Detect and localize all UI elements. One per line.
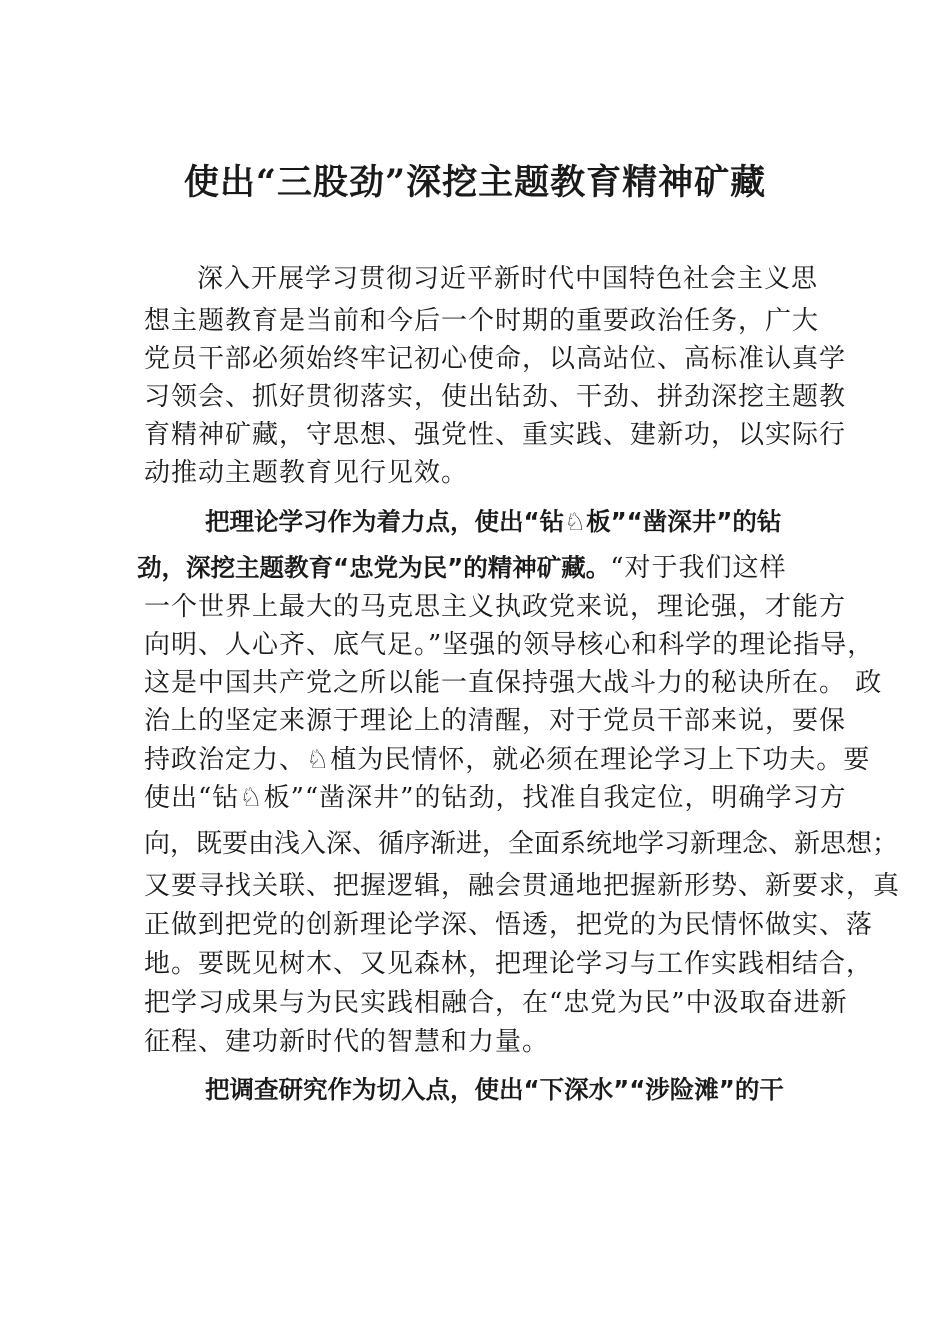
section-1-line: 持政治定力、♘植为民情怀，就必须在理论学习上下功夫。要 xyxy=(144,745,871,775)
section-1-body-start: “对于我们这样 xyxy=(610,553,787,583)
paragraph-1-line: 党员干部必须始终牢记初心使命，以高站位、高标准认真学 xyxy=(144,344,847,374)
paragraph-1-line: 育精神矿藏，守思想、强党性、重实践、建新功，以实际行 xyxy=(144,420,847,450)
section-1-heading-end: 劲，深挖主题教育“忠党为民”的精神矿藏。 xyxy=(137,553,611,582)
section-1-line: 又要寻找关联、把握逻辑，融会贯通地把握新形势、新要求，真 xyxy=(144,871,901,901)
paragraph-1-line: 想主题教育是当前和今后一个时期的重要政治任务，广大 xyxy=(144,306,820,336)
section-1-line: 向，既要由浅入深、循序渐进，全面系统地学习新理念、新思想； xyxy=(144,829,899,859)
section-2-heading: 把调查研究作为切入点，使出“下深水”“涉险滩”的干 xyxy=(205,1075,784,1104)
section-1-line: 征程、建功新时代的智慧和力量。 xyxy=(144,1027,550,1057)
paragraph-1-line: 深入开展学习贯彻习近平新时代中国特色社会主义思 xyxy=(197,264,819,294)
paragraph-1-line: 习领会、抓好贯彻落实，使出钻劲、干劲、拼劲深挖主题教 xyxy=(144,382,847,412)
document-title: 使出“三股劲”深挖主题教育精神矿藏 xyxy=(183,162,767,203)
paragraph-1-line: 动推动主题教育见行见效。 xyxy=(144,458,469,488)
section-1-heading-continued xyxy=(137,549,787,587)
section-1-line: 地。要既见树木、又见森林，把理论学习与工作实践相结合， xyxy=(144,949,874,979)
section-1-line: 使出“钻♘板”“凿深井”的钻劲，找准自我定位，明确学习方 xyxy=(144,783,847,813)
section-1-line: 治上的坚定来源于理论上的清醒，对于党员干部来说，要保 xyxy=(144,706,847,736)
section-1-line: 这是中国共产党之所以能一直保持强大战斗力的秘诀所在。 政 xyxy=(144,668,883,698)
section-1-line: 向明、人心齐、底气足。”坚强的领导核心和科学的理论指导， xyxy=(144,630,875,660)
section-1-line: 正做到把党的创新理论学深、悟透，把党的为民情怀做实、落 xyxy=(144,910,874,940)
section-1-heading: 把理论学习作为着力点，使出“钻♘板”“凿深井”的钻 xyxy=(205,507,782,536)
section-1-line: 一个世界上最大的马克思主义执政党来说，理论强，才能方 xyxy=(144,592,847,622)
section-1-line: 把学习成果与为民实践相融合，在“忠党为民”中汲取奋进新 xyxy=(144,988,848,1018)
